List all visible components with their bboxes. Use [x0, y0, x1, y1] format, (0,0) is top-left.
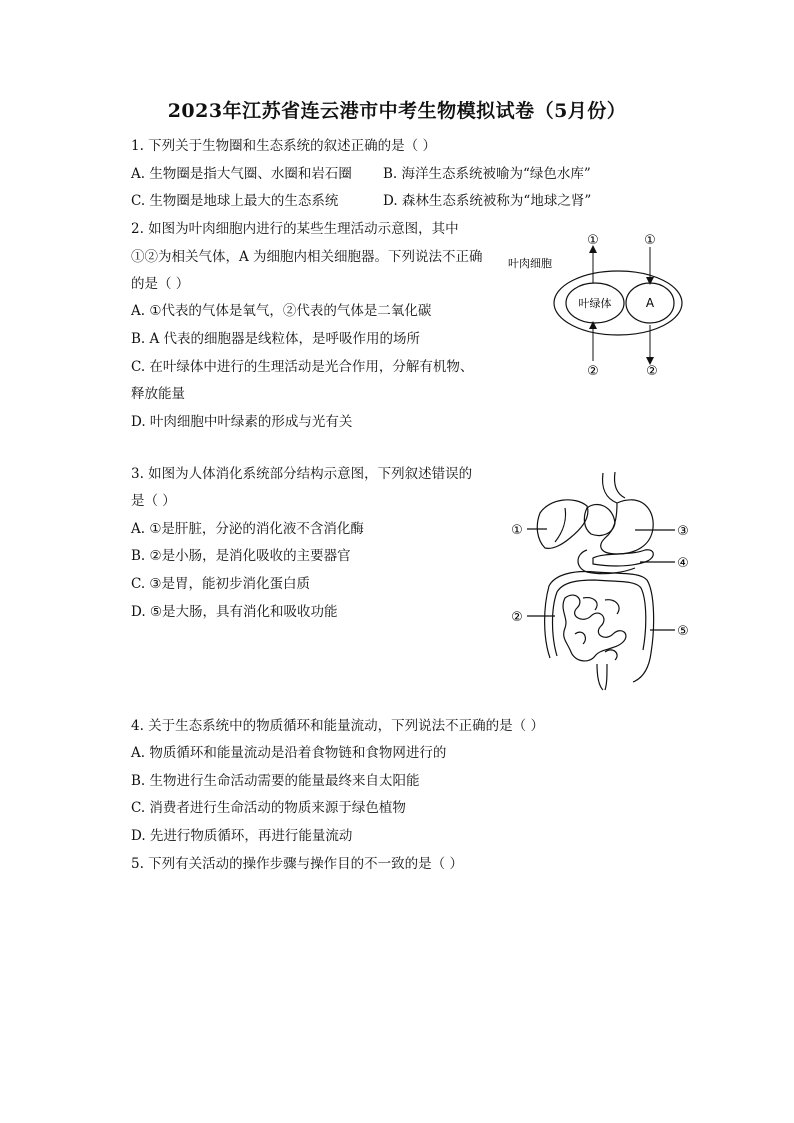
liver-shape: [537, 500, 588, 549]
liver-lobe-line: [555, 508, 566, 542]
cell-label: 叶肉细胞: [508, 257, 552, 270]
gas2-label-left: ②: [587, 364, 599, 379]
q1-stem: 1. 下列关于生物圈和生态系统的叙述正确的是（ ）: [131, 138, 436, 154]
rectum-shape: [597, 664, 607, 690]
q4-stem: 4. 关于生态系统中的物质循环和能量流动，下列说法不正确的是（ ）: [131, 718, 544, 734]
label-2: ②: [511, 610, 523, 625]
cell-outline: [554, 271, 682, 335]
small-intestine-shape: [563, 595, 626, 661]
stomach-shape: [601, 500, 653, 554]
digestive-system-diagram: [505, 468, 700, 693]
label-1: ①: [511, 523, 523, 538]
q4-option-c: C. 消费者进行生命活动的物质来源于绿色植物: [131, 800, 406, 816]
gallbladder-shape: [584, 504, 615, 535]
q3-stem-line1: 3. 如图为人体消化系统部分结构示意图，下列叙述错误的: [131, 466, 473, 482]
q2-stem-line3: 的是（ ）: [131, 276, 190, 292]
gas1-label-left: ①: [587, 233, 599, 248]
q2-option-c-line1: C. 在叶绿体中进行的生理活动是光合作用，分解有机物、: [131, 359, 474, 375]
q4-option-b: B. 生物进行生命活动需要的能量最终来自太阳能: [131, 773, 420, 789]
gas2-label-right: ②: [646, 364, 658, 379]
q2-option-a: A. ①代表的气体是氧气，②代表的气体是二氧化碳: [131, 303, 432, 319]
q2-stem-line1: 2. 如图为叶肉细胞内进行的某些生理活动示意图，其中: [131, 221, 459, 237]
organelle-a-label: A: [645, 296, 655, 310]
label-5: ⑤: [677, 624, 689, 639]
large-intestine-inner: [553, 580, 646, 656]
q1-option-c: C. 生物圈是地球上最大的生态系统: [131, 193, 339, 209]
page-title: 2023年江苏省连云港市中考生物模拟试卷（5月份）: [167, 100, 627, 122]
q3-option-a: A. ①是肝脏，分泌的消化液不含消化酶: [131, 521, 364, 537]
q4-option-a: A. 物质循环和能量流动是沿着食物链和食物网进行的: [131, 745, 447, 761]
small-intestine-coils: [575, 598, 619, 660]
label-4: ④: [677, 556, 689, 571]
chloroplast-label: 叶绿体: [578, 297, 612, 310]
leaf-cell-diagram: [500, 225, 700, 385]
q2-option-b: B. A 代表的细胞器是线粒体，是呼吸作用的场所: [131, 331, 421, 347]
q3-stem-line2: 是（ ）: [131, 493, 176, 509]
q2-stem-line2: ①②为相关气体，A 为细胞内相关细胞器。下列说法不正确: [131, 249, 483, 265]
pancreas-shape: [593, 550, 653, 566]
q1-option-a: A. 生物圈是指大气圈、水圈和岩石圈: [131, 166, 352, 182]
q2-option-d: D. 叶肉细胞中叶绿素的形成与光有关: [131, 414, 353, 430]
q3-option-c: C. ③是胃，能初步消化蛋白质: [131, 576, 311, 592]
label-3: ③: [677, 524, 689, 539]
q3-option-d: D. ⑤是大肠，具有消化和吸收功能: [131, 604, 338, 620]
q1-option-d: D. 森林生态系统被称为“地球之肾”: [383, 193, 592, 209]
q4-option-d: D. 先进行物质循环，再进行能量流动: [131, 828, 353, 844]
gas1-label-right: ①: [644, 233, 656, 248]
q5-stem: 5. 下列有关活动的操作步骤与操作目的不一致的是（ ）: [131, 856, 463, 872]
q2-option-c-line2: 释放能量: [131, 386, 185, 402]
q1-option-b: B. 海洋生态系统被喻为“绿色水库”: [383, 166, 591, 182]
q3-option-b: B. ②是小肠，是消化吸收的主要器官: [131, 548, 351, 564]
esophagus-shape-2: [614, 472, 625, 498]
